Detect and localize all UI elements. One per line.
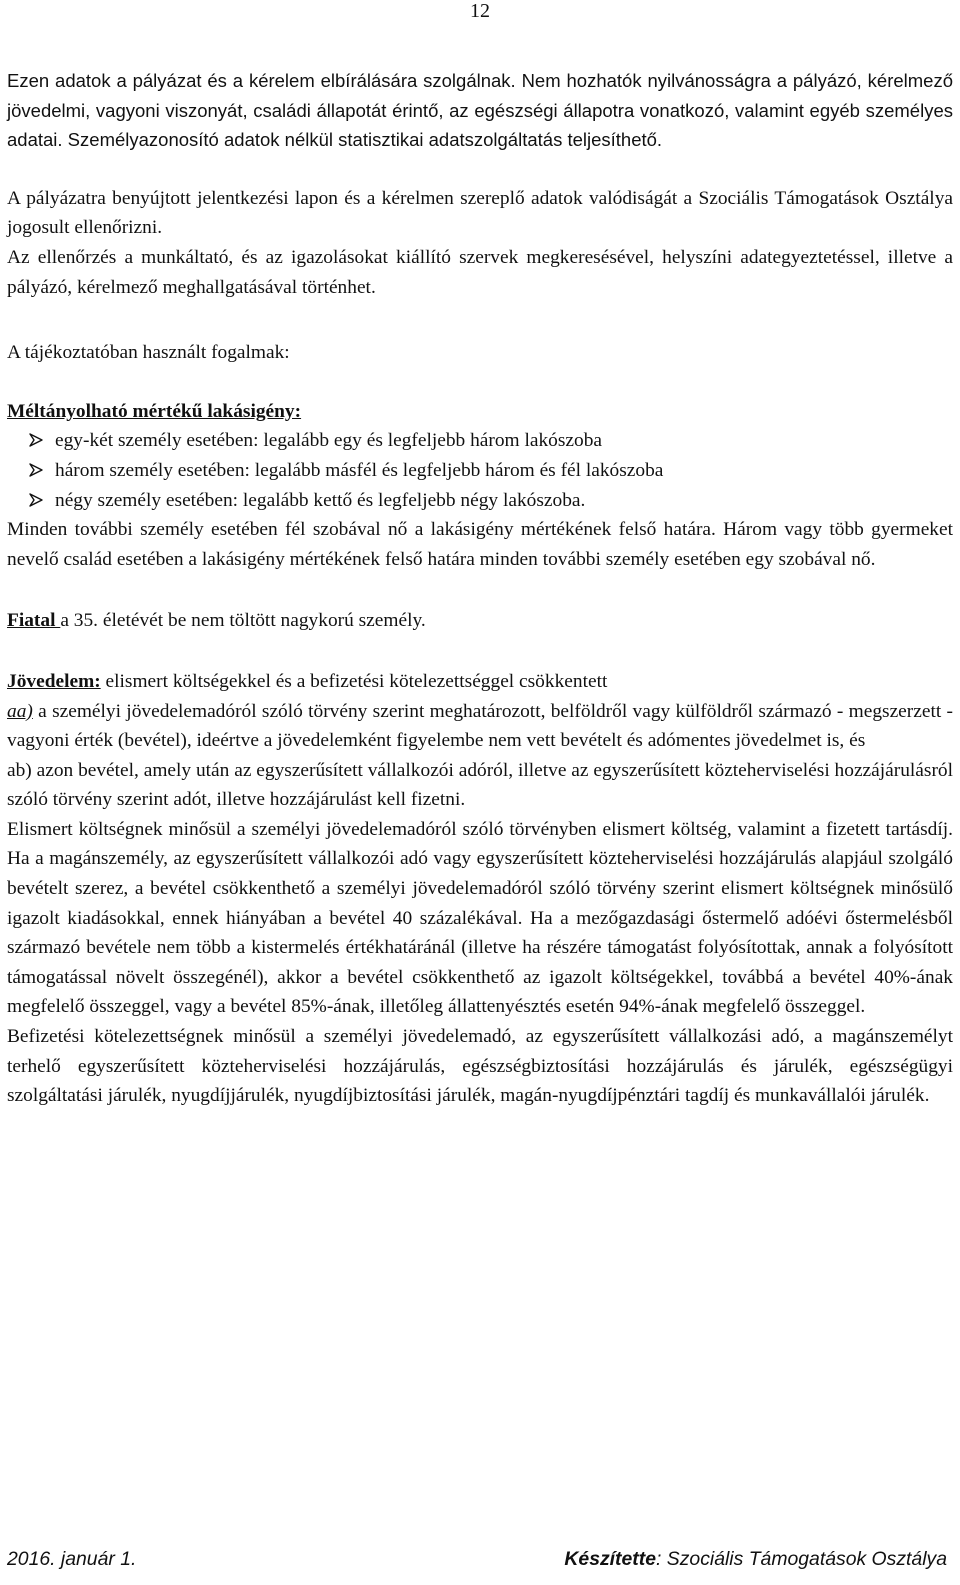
young-term: Fiatal [7, 610, 61, 632]
page-number: 12 [470, 0, 490, 22]
housing-list-item-text: egy-két személy esetében: legalább egy és legfeljebb három lakószoba [55, 430, 603, 452]
income-term: Jövedelem: [7, 670, 101, 692]
arrow-bullet-icon [29, 493, 43, 507]
arrow-bullet-icon [29, 433, 43, 447]
income-aa [7, 697, 953, 756]
privacy-paragraph: Ezen adatok a pályázat és a kérelem elbírálására szolgálnak. Nem hozhatók nyilvánosságra a pályázó, kérelmező jövedelmi, vagyoni viszonyát, családi állapotát érintő, az egészségi állapotra vonatkozó, valamint egyéb személyes adatai. Személyazonosító adatok nélkül statisztikai adatszolgáltatás teljesíthető. [7, 70, 953, 151]
footer-prepared-by: : Szociális Támogatások Osztálya [656, 1548, 947, 1570]
income-aa-label: aa) [7, 700, 33, 722]
housing-list-item [29, 486, 953, 516]
income-aa-text: a személyi jövedelemadóról szóló törvény szerint meghatározott, belföldről vagy külföldről származó - megszerzett - vagyoni érték (bevétel), ideértve a jövedelemként figyelembe nem vett bevételt és adómentes jövedelmet is, és [7, 700, 953, 752]
housing-list [7, 426, 953, 515]
arrow-bullet-icon [29, 463, 43, 477]
housing-term [7, 397, 953, 427]
income-costs: Elismert költségnek minősül a személyi jövedelemadóról szóló törvényben elismert költség, valamint a fizetett tartásdíj. Ha a magánszemély, az egyszerűsített vállalkozói adó vagy egyszerűsített közteherviselési hozzájárulás alapjául szolgáló bevételt szerez, a bevétel csökkenthető a személyi jövedelemadóról szóló törvény szerint elismert költségnek minősülő igazolt kiadásokkal, ennek hiányában a bevétel 40 százalékával. Ha a mezőgazdasági őstermelő adóévi őstermelésből származó bevétele nem több a kistermelés értékhatáránál (illetve ha részére támogatást folyósítottak, annak a folyósított támogatással növelt összegénél), akkor a bevétel csökkenthető az igazolt költségekkel, továbbá a bevétel 40%-ának megfelelő összeggel, vagy a bevétel 85%-ának, illetőleg állattenyésztés esetén 94%-ának megfelelő összeggel. [7, 818, 953, 1018]
document-body [7, 66, 953, 1111]
young-definition [7, 606, 953, 636]
income-obligations: Befizetési kötelezettségnek minősül a személyi jövedelemadó, az egyszerűsített vállalkozási adó, a magánszemélyt terhelő egyszerűsített közteherviselési hozzájárulás, egészségbiztosítási hozzájárulás és járulék, egészségügyi szolgáltatási járulék, nyugdíjjárulék, nyugdíjbiztosítási járulék, magán-nyugdíjpénztári tagdíj és munkavállalói járulék. [7, 1026, 953, 1107]
definitions-intro: A tájékoztatóban használt fogalmak: [7, 342, 290, 364]
income-ab: ab) azon bevétel, amely után az egyszerűsített vállalkozói adóról, illetve az egyszerűsített közteherviselési hozzájárulásról szóló törvény szerint adót, illetve hozzájárulást kell fizetni. [7, 759, 953, 811]
housing-list-item-text: négy személy esetében: legalább kettő és legfeljebb négy lakószoba. [55, 489, 586, 511]
housing-list-item-text: három személy esetében: legalább másfél és legfeljebb három és fél lakószoba [55, 459, 664, 481]
footer-prepared-label: Készítette [564, 1548, 657, 1570]
income-definition [7, 667, 953, 697]
footer-date: 2016. január 1. [7, 1548, 137, 1570]
housing-list-item [29, 456, 953, 486]
footer-prepared [564, 1548, 947, 1571]
verification-paragraph-1: A pályázatra benyújtott jelentkezési lapon és a kérelmen szereplő adatok valódiságát a Szociális Támogatások Osztálya jogosult ellenőrizni. [7, 187, 953, 239]
income-intro: elismert költségekkel és a befizetési kötelezettséggel csökkentett [100, 670, 608, 692]
young-text: a 35. életévét be nem töltött nagykorú személy. [60, 610, 426, 632]
housing-list-item [29, 426, 953, 456]
verification-paragraph-2: Az ellenőrzés a munkáltató, és az igazolásokat kiállító szervek megkeresésével, helyszíni adategyeztetéssel, illetve a pályázó, kérelmező meghallgatásával történhet. [7, 246, 953, 298]
housing-paragraph: Minden további személy esetében fél szobával nő a lakásigény mértékének felső határa. Három vagy több gyermeket nevelő család esetében a lakásigény mértékének felső határa minden további személy esetében egy szobával nő. [7, 519, 953, 570]
housing-term-label: Méltányolható mértékű lakásigény: [7, 400, 302, 422]
